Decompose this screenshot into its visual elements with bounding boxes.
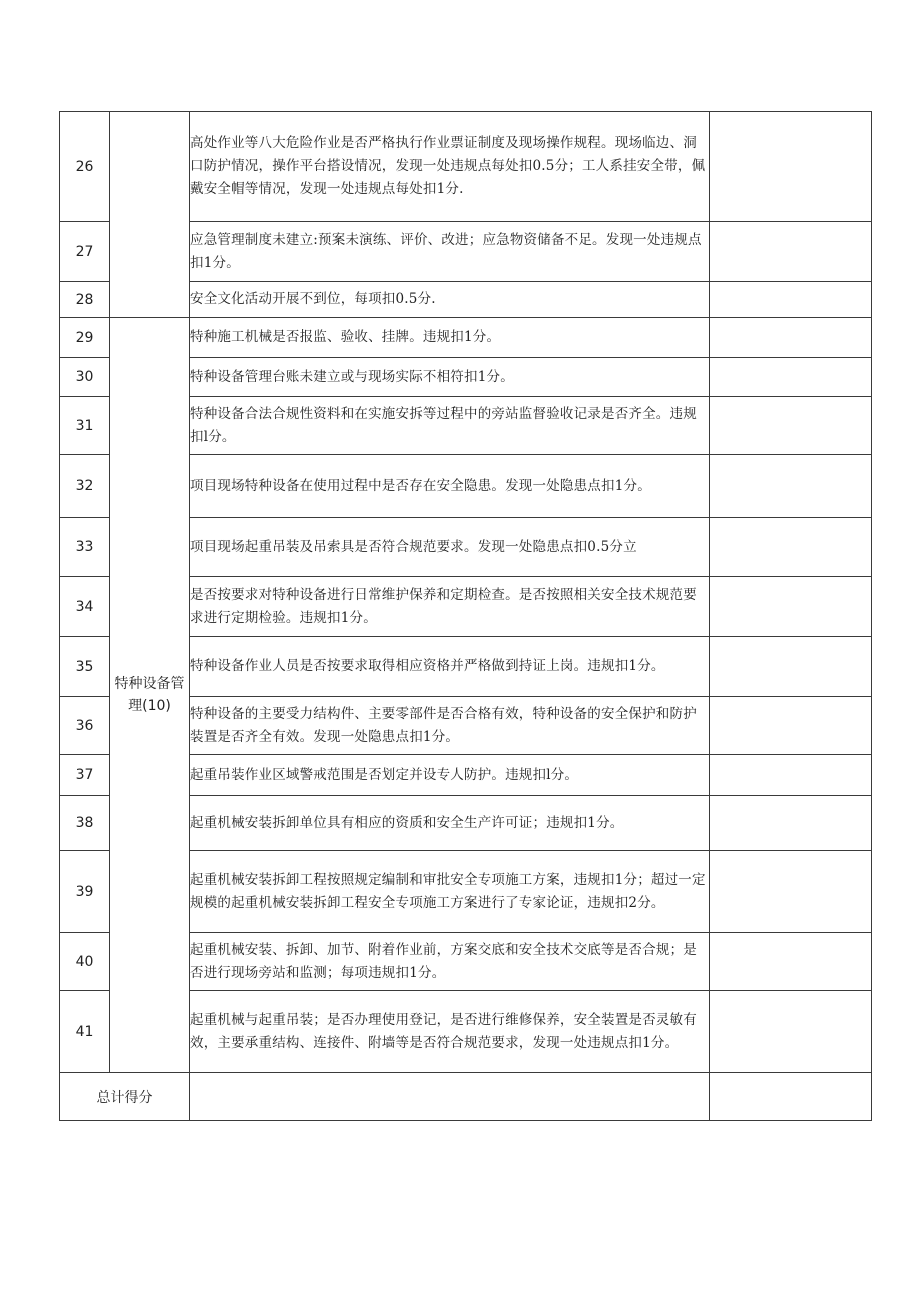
item-number: 32 xyxy=(60,455,110,518)
item-description: 特种设备合法合规性资料和在实施安拆等过程中的旁站监督验收记录是否齐全。违规扣l分。 xyxy=(190,397,710,455)
item-description: 应急管理制度未建立:预案未演练、评价、改进；应急物资储备不足。发现一处违规点扣1分。 xyxy=(190,222,710,282)
item-description: 起重吊装作业区域警戒范围是否划定并设专人防护。违规扣l分。 xyxy=(190,755,710,796)
score-cell[interactable] xyxy=(710,318,872,358)
score-cell[interactable] xyxy=(710,755,872,796)
total-score-value[interactable] xyxy=(190,1073,710,1121)
item-description: 特种设备作业人员是否按要求取得相应资格并严格做到持证上岗。违规扣1分。 xyxy=(190,637,710,697)
item-number: 29 xyxy=(60,318,110,358)
table-row xyxy=(60,112,872,222)
item-description: 起重机械安装、拆卸、加节、附着作业前，方案交底和安全技术交底等是否合规；是否进行现场旁站和监测；每项违规扣1分。 xyxy=(190,933,710,991)
item-description: 起重机械安装拆卸工程按照规定编制和审批安全专项施工方案，违规扣1分；超过一定规模的起重机械安装拆卸工程安全专项施工方案进行了专家论证，违规扣2分。 xyxy=(190,851,710,933)
item-number: 41 xyxy=(60,991,110,1073)
item-number: 34 xyxy=(60,577,110,637)
item-description: 特种设备的主要受力结构件、主要零部件是否合格有效，特种设备的安全保护和防护装置是否齐全有效。发现一处隐患点扣1分。 xyxy=(190,697,710,755)
score-cell[interactable] xyxy=(710,577,872,637)
item-number: 31 xyxy=(60,397,110,455)
category-cell: 特种设备管理(10) xyxy=(110,318,190,1073)
score-cell[interactable] xyxy=(710,358,872,397)
item-description: 起重机械与起重吊装；是否办理使用登记，是否进行维修保养，安全装置是否灵敏有效，主要承重结构、连接件、附墙等是否符合规范要求，发现一处违规点扣1分。 xyxy=(190,991,710,1073)
category-cell-empty xyxy=(110,112,190,318)
item-description: 高处作业等八大危险作业是否严格执行作业票证制度及现场操作规程。现场临边、洞口防护情况，操作平台搭设情况，发现一处违规点每处扣0.5分；工人系挂安全带，佩戴安全帽等情况，发现一处违规点每处扣1分. xyxy=(190,112,710,222)
item-description: 特种施工机械是否报监、验收、挂牌。违规扣1分。 xyxy=(190,318,710,358)
score-cell[interactable] xyxy=(710,933,872,991)
table-row xyxy=(60,318,872,358)
item-description: 项目现场特种设备在使用过程中是否存在安全隐患。发现一处隐患点扣1分。 xyxy=(190,455,710,518)
item-number: 38 xyxy=(60,796,110,851)
item-description: 安全文化活动开展不到位，每项扣0.5分. xyxy=(190,282,710,318)
score-cell[interactable] xyxy=(710,518,872,577)
item-number: 28 xyxy=(60,282,110,318)
score-cell[interactable] xyxy=(710,637,872,697)
item-number: 27 xyxy=(60,222,110,282)
item-number: 39 xyxy=(60,851,110,933)
item-description: 是否按要求对特种设备进行日常维护保养和定期检查。是否按照相关安全技术规范要求进行定期检验。违规扣1分。 xyxy=(190,577,710,637)
item-number: 26 xyxy=(60,112,110,222)
item-description: 特种设备管理台账未建立或与现场实际不相符扣1分。 xyxy=(190,358,710,397)
scoring-table xyxy=(59,111,872,1121)
score-cell[interactable] xyxy=(710,991,872,1073)
score-cell[interactable] xyxy=(710,282,872,318)
score-cell[interactable] xyxy=(710,397,872,455)
item-number: 30 xyxy=(60,358,110,397)
item-description: 起重机械安装拆卸单位具有相应的资质和安全生产许可证；违规扣1分。 xyxy=(190,796,710,851)
total-score-label: 总计得分 xyxy=(60,1073,190,1121)
item-number: 35 xyxy=(60,637,110,697)
score-cell[interactable] xyxy=(710,112,872,222)
total-row xyxy=(60,1073,872,1121)
score-cell[interactable] xyxy=(710,697,872,755)
item-number: 36 xyxy=(60,697,110,755)
score-cell[interactable] xyxy=(710,455,872,518)
score-cell[interactable] xyxy=(710,796,872,851)
item-number: 37 xyxy=(60,755,110,796)
item-number: 40 xyxy=(60,933,110,991)
total-score-cell[interactable] xyxy=(710,1073,872,1121)
item-number: 33 xyxy=(60,518,110,577)
item-description: 项目现场起重吊装及吊索具是否符合规范要求。发现一处隐患点扣0.5分立 xyxy=(190,518,710,577)
score-cell[interactable] xyxy=(710,222,872,282)
score-cell[interactable] xyxy=(710,851,872,933)
